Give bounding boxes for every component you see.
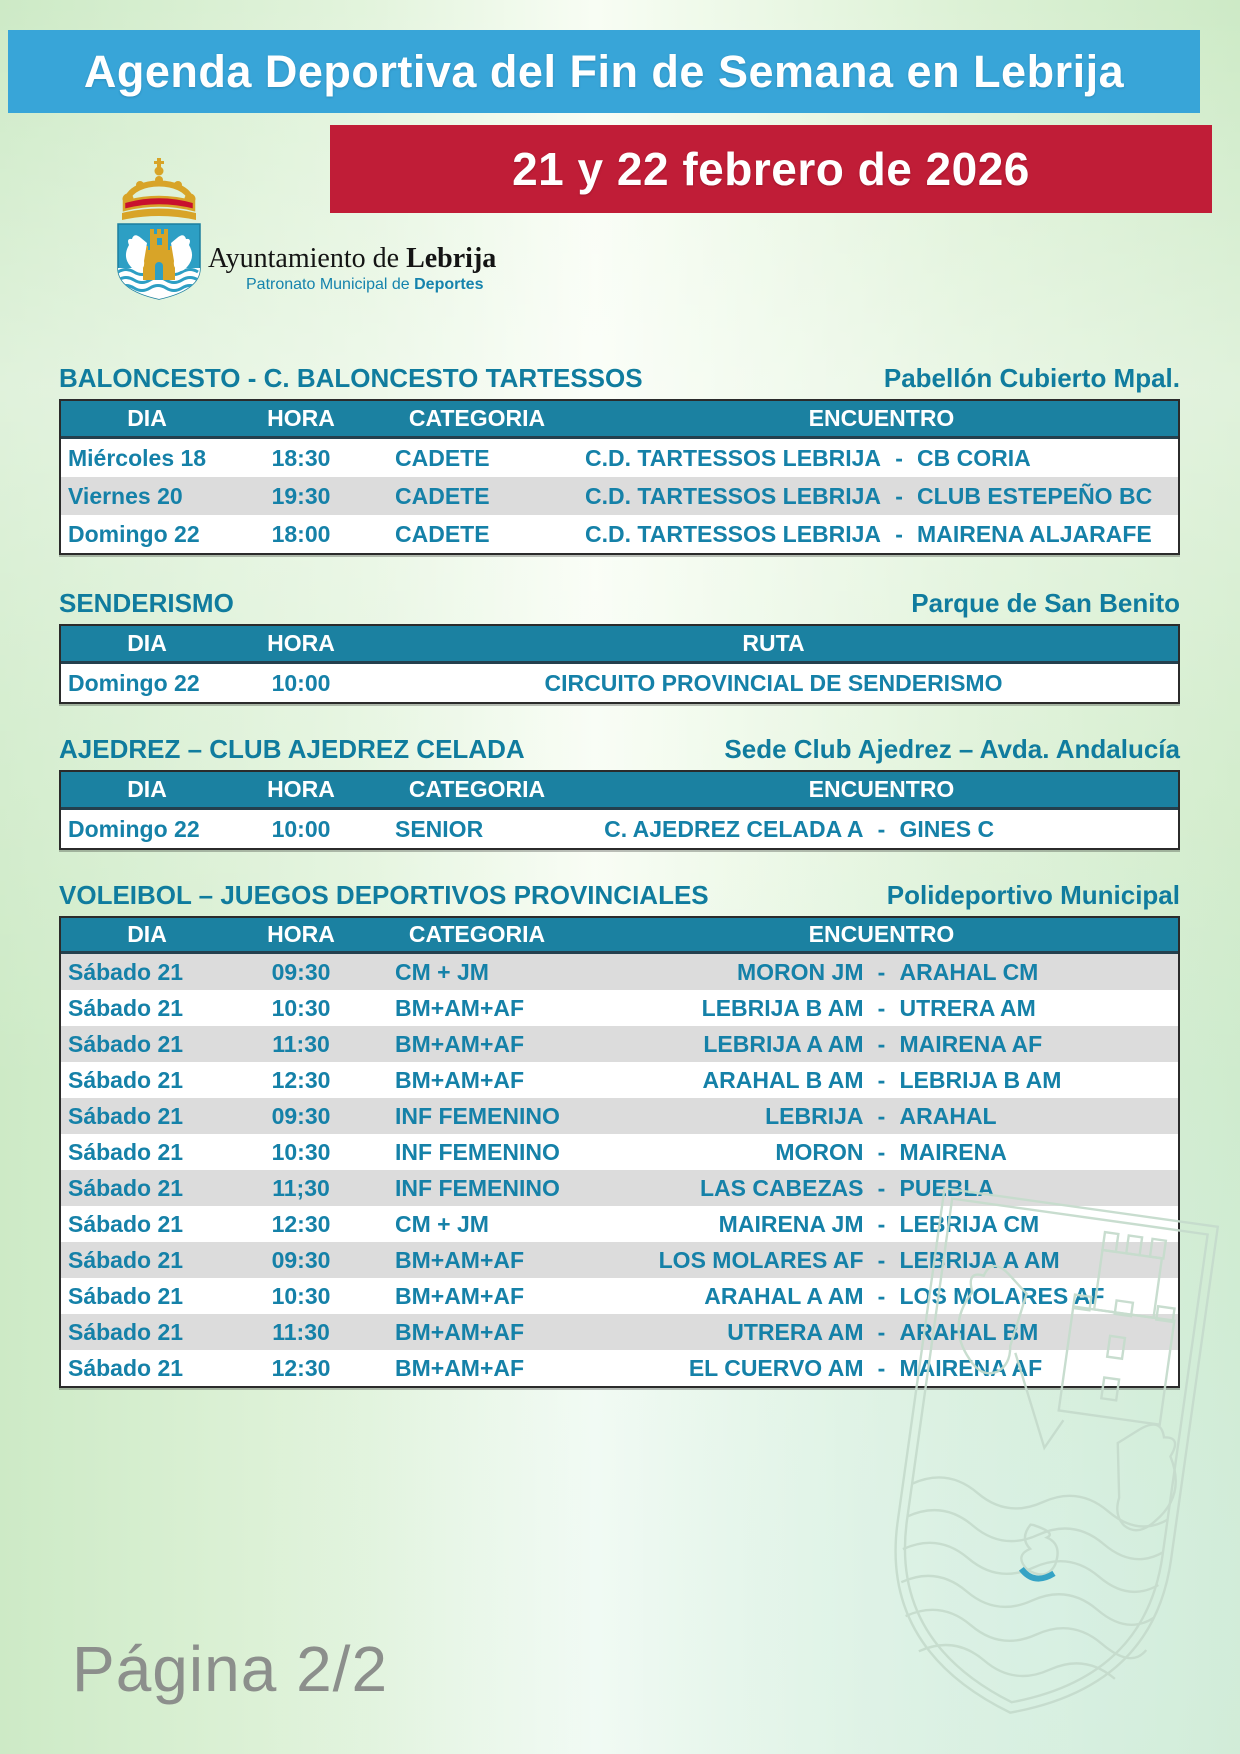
cell-dia: Sábado 21 [68, 1210, 184, 1237]
match-separator: - [877, 1318, 886, 1345]
cell-dia: Sábado 21 [68, 1174, 184, 1201]
column-header: ENCUENTRO [808, 405, 955, 431]
column-header: ENCUENTRO [808, 776, 955, 802]
cell-dia: Domingo 22 [68, 520, 200, 547]
schedule-table [59, 399, 1180, 555]
table-row [61, 515, 1178, 553]
match-separator: - [895, 520, 903, 547]
column-header: HORA [267, 630, 335, 656]
table-row [61, 810, 1178, 848]
column-header: DIA [127, 921, 167, 947]
home-team: LAS CABEZAS [699, 1174, 864, 1201]
cell-categoria: BM+AM+AF [395, 1354, 525, 1381]
table-row [61, 1062, 1178, 1098]
section-header [59, 880, 1180, 910]
cell-encuentro [585, 521, 1178, 548]
org-name-bold: Lebrija [406, 243, 497, 274]
cell-encuentro [585, 959, 1178, 986]
match-separator: - [877, 1066, 886, 1093]
home-team: LEBRIJA A AM [703, 1030, 864, 1057]
cell-encuentro [585, 995, 1178, 1022]
column-header: DIA [127, 776, 167, 802]
table-row [61, 990, 1178, 1026]
column-header: CATEGORIA [408, 405, 546, 431]
home-team: EL CUERVO AM [688, 1354, 864, 1381]
away-team: CLUB ESTEPEÑO BC [917, 482, 1153, 509]
column-header: ENCUENTRO [808, 921, 955, 947]
cell-hora: 09:30 [271, 958, 331, 985]
table-row [61, 664, 1178, 702]
home-team: C. AJEDREZ CELADA A [604, 815, 864, 842]
table-header-row [61, 401, 1178, 439]
schedule-table [59, 770, 1180, 850]
coat-of-arms-icon [116, 158, 202, 300]
cell-categoria: SENIOR [395, 815, 484, 842]
section-header [59, 588, 1180, 618]
home-team: UTRERA AM [727, 1318, 864, 1345]
match-separator: - [877, 1210, 886, 1237]
match-separator: - [877, 958, 886, 985]
cell-categoria: BM+AM+AF [395, 1066, 525, 1093]
date-banner [330, 125, 1212, 213]
cell-encuentro [585, 1067, 1178, 1094]
org-name-prefix: Ayuntamiento de [208, 243, 407, 274]
match-separator: - [877, 1102, 886, 1129]
section-venue: Polideportivo Municipal [886, 880, 1180, 910]
section [59, 363, 1180, 555]
cell-ruta: CIRCUITO PROVINCIAL DE SENDERISMO [544, 669, 1003, 696]
home-team: C.D. TARTESSOS LEBRIJA [585, 520, 882, 547]
cell-dia: Sábado 21 [68, 994, 184, 1021]
cell-categoria: CM + JM [395, 958, 489, 985]
cell-categoria: INF FEMENINO [395, 1174, 560, 1201]
cell-dia: Sábado 21 [68, 958, 184, 985]
cell-encuentro [585, 1031, 1178, 1058]
org-subtitle-bold: Deportes [414, 276, 484, 293]
cell-dia: Sábado 21 [68, 1318, 184, 1345]
home-team: ARAHAL A AM [704, 1282, 864, 1309]
table-row [61, 1134, 1178, 1170]
cell-hora: 10:30 [271, 1138, 331, 1165]
away-team: MAIRENA [899, 1138, 1007, 1165]
section-title: BALONCESTO - C. BALONCESTO TARTESSOS [59, 363, 643, 393]
home-team: C.D. TARTESSOS LEBRIJA [585, 482, 882, 509]
match-separator: - [877, 1174, 886, 1201]
cell-hora: 11:30 [272, 1318, 330, 1345]
table-row [61, 1026, 1178, 1062]
match-separator: - [877, 815, 886, 842]
cell-categoria: CADETE [395, 520, 490, 547]
cell-hora: 18:30 [271, 444, 331, 471]
section [59, 734, 1180, 850]
org-name [208, 243, 496, 275]
column-header: DIA [127, 405, 167, 431]
section-header [59, 734, 1180, 764]
title-banner [8, 30, 1200, 113]
cell-encuentro [585, 445, 1178, 472]
away-team: ARAHAL CM [899, 958, 1039, 985]
page-number: Página 2/2 [72, 1633, 389, 1705]
cell-dia: Sábado 21 [68, 1282, 184, 1309]
cell-hora: 10:00 [271, 669, 331, 696]
cell-encuentro [585, 483, 1178, 510]
away-team: LEBRIJA CM [899, 1210, 1040, 1237]
section-header [59, 363, 1180, 393]
away-team: GINES C [899, 815, 995, 842]
match-separator: - [877, 1282, 886, 1309]
table-row [61, 477, 1178, 515]
cell-categoria: BM+AM+AF [395, 1282, 525, 1309]
cell-hora: 18:00 [271, 520, 331, 547]
away-team: LEBRIJA A AM [899, 1246, 1060, 1273]
cell-hora: 12:30 [271, 1210, 331, 1237]
home-team: LOS MOLARES AF [658, 1246, 864, 1273]
section-venue: Sede Club Ajedrez – Avda. Andalucía [724, 734, 1180, 764]
section-venue: Parque de San Benito [911, 588, 1180, 618]
away-team: CB CORIA [917, 444, 1031, 471]
column-header: RUTA [742, 630, 805, 656]
cell-dia: Sábado 21 [68, 1066, 184, 1093]
cell-hora: 09:30 [271, 1246, 331, 1273]
cell-hora: 19:30 [271, 482, 331, 509]
match-separator: - [895, 482, 903, 509]
cell-categoria: INF FEMENINO [395, 1138, 560, 1165]
cell-categoria: CM + JM [395, 1210, 489, 1237]
match-separator: - [877, 1246, 886, 1273]
crown-icon [122, 158, 196, 220]
cell-categoria: BM+AM+AF [395, 1030, 525, 1057]
cell-categoria: INF FEMENINO [395, 1102, 560, 1129]
table-row [61, 954, 1178, 990]
column-header: HORA [267, 405, 335, 431]
cell-dia: Domingo 22 [68, 669, 200, 696]
cell-hora: 10:00 [271, 815, 331, 842]
table-header-row [61, 772, 1178, 810]
match-separator: - [877, 1030, 886, 1057]
home-team: MAIRENA JM [718, 1210, 864, 1237]
section-title: AJEDREZ – CLUB AJEDREZ CELADA [59, 734, 525, 764]
home-team: LEBRIJA [765, 1102, 864, 1129]
match-separator: - [895, 444, 903, 471]
section [59, 588, 1180, 704]
cell-encuentro [585, 1139, 1178, 1166]
match-separator: - [877, 1138, 886, 1165]
home-team: LEBRIJA B AM [701, 994, 864, 1021]
cell-dia: Miércoles 18 [68, 444, 207, 471]
org-subtitle [246, 276, 483, 294]
away-team: MAIRENA AF [899, 1354, 1043, 1381]
away-team: ARAHAL [899, 1102, 997, 1129]
match-separator: - [877, 1354, 886, 1381]
home-team: C.D. TARTESSOS LEBRIJA [585, 444, 882, 471]
home-team: ARAHAL B AM [702, 1066, 864, 1093]
away-team: MAIRENA AF [899, 1030, 1043, 1057]
away-team: PUEBLA [899, 1174, 995, 1201]
away-team: ARAHAL BM [899, 1318, 1039, 1345]
shield-icon [118, 224, 200, 299]
cell-encuentro [585, 816, 1178, 843]
cell-hora: 09:30 [271, 1102, 331, 1129]
cell-categoria: BM+AM+AF [395, 994, 525, 1021]
cell-dia: Sábado 21 [68, 1102, 184, 1129]
away-team: LOS MOLARES AF [899, 1282, 1105, 1309]
cell-categoria: CADETE [395, 482, 490, 509]
cell-hora: 10:30 [271, 994, 331, 1021]
cell-encuentro [585, 1103, 1178, 1130]
cell-hora: 10:30 [271, 1282, 331, 1309]
section-venue: Pabellón Cubierto Mpal. [883, 363, 1180, 393]
table-header-row [61, 626, 1178, 664]
table-row [61, 1098, 1178, 1134]
away-team: LEBRIJA B AM [899, 1066, 1062, 1093]
cell-hora: 11:30 [272, 1030, 330, 1057]
home-team: MORON JM [737, 958, 864, 985]
table-header-row [61, 918, 1178, 954]
cell-dia: Sábado 21 [68, 1030, 184, 1057]
cell-dia: Domingo 22 [68, 815, 200, 842]
cell-categoria: BM+AM+AF [395, 1246, 525, 1273]
cell-categoria: BM+AM+AF [395, 1318, 525, 1345]
section-title: SENDERISMO [59, 588, 234, 618]
schedule-table [59, 624, 1180, 704]
cell-dia: Sábado 21 [68, 1354, 184, 1381]
column-header: DIA [127, 630, 167, 656]
date-label: 21 y 22 febrero de 2026 [512, 143, 1030, 195]
column-header: HORA [267, 776, 335, 802]
cell-dia: Viernes 20 [68, 482, 183, 509]
column-header: CATEGORIA [408, 776, 546, 802]
home-team: MORON [775, 1138, 864, 1165]
cell-dia: Sábado 21 [68, 1246, 184, 1273]
cell-categoria: CADETE [395, 444, 490, 471]
away-team: MAIRENA ALJARAFE [917, 520, 1152, 547]
section-title: VOLEIBOL – JUEGOS DEPORTIVOS PROVINCIALES [59, 880, 709, 910]
table-row [61, 439, 1178, 477]
match-separator: - [877, 994, 886, 1021]
page-title: Agenda Deportiva del Fin de Semana en Lebrija [83, 45, 1125, 97]
org-subtitle-prefix: Patronato Municipal de [246, 276, 415, 293]
column-header: CATEGORIA [408, 921, 546, 947]
cell-dia: Sábado 21 [68, 1138, 184, 1165]
column-header: HORA [267, 921, 335, 947]
away-team: UTRERA AM [899, 994, 1036, 1021]
cell-hora: 12:30 [271, 1066, 331, 1093]
cell-hora: 11;30 [272, 1174, 330, 1201]
cell-hora: 12:30 [271, 1354, 331, 1381]
